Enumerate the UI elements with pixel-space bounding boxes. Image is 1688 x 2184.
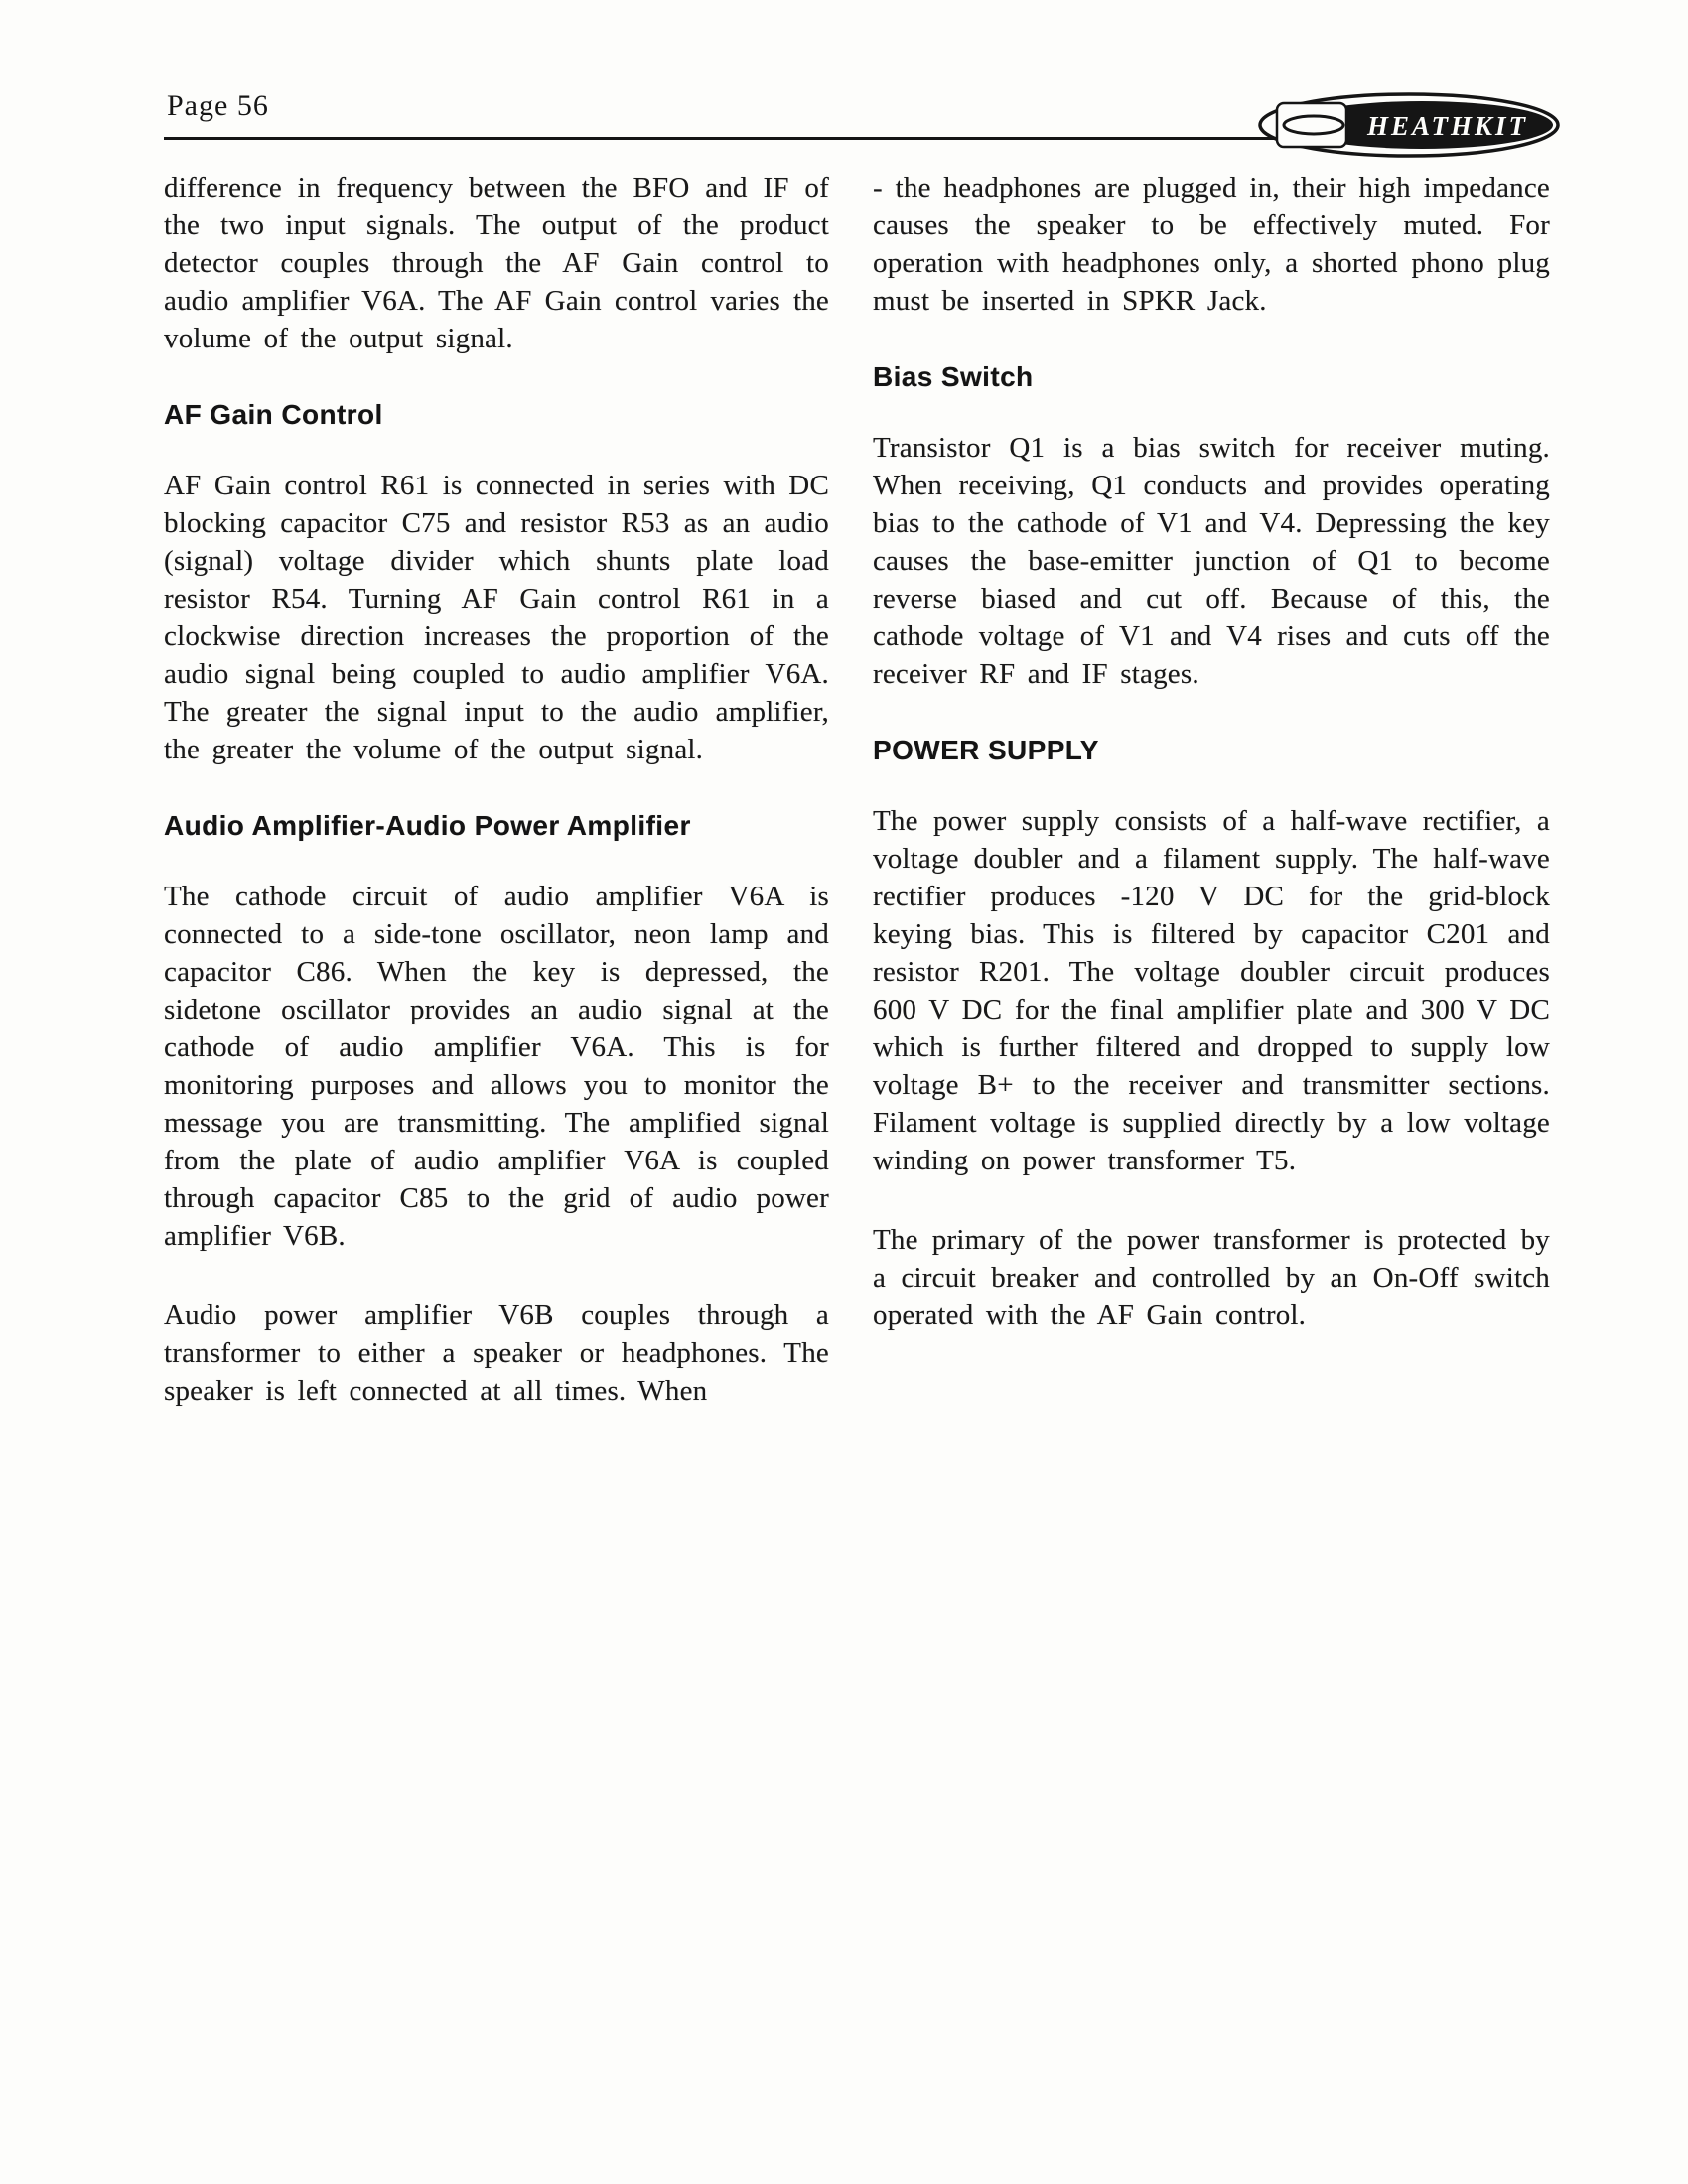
left-column	[164, 169, 829, 1451]
page-number-label: Page 56	[167, 89, 269, 122]
section-heading: AF Gain Control	[164, 399, 383, 430]
body-paragraph: AF Gain control R61 is connected in series with DC blocking capacitor C75 and resistor R53 as an audio (signal) voltage divider which shunts plate load resistor R54. Turning AF Gain control R61 in a clockwise direction increases the proportion of the audio signal being coupled to audio amplifier V6A. The greater the signal input to the audio amplifier, the greater the volume of the output signal.	[164, 470, 829, 765]
two-column-body	[164, 169, 1550, 1451]
body-paragraph: Audio power amplifier V6B couples through a transformer to either a speaker or headphones. The speaker is left connected at all times. When	[164, 1299, 829, 1407]
section-heading: Bias Switch	[873, 361, 1034, 392]
body-paragraph: - the headphones are plugged in, their high impedance causes the speaker to be effectively muted. For operation with headphones only, a shorted phono plug must be inserted in SPKR Jack.	[873, 172, 1550, 317]
section-heading: Audio Amplifier-Audio Power Amplifier	[164, 810, 691, 841]
section-heading: POWER SUPPLY	[873, 735, 1099, 765]
body-paragraph: difference in frequency between the BFO and IF of the two input signals. The output of the product detector couples through the AF Gain control to audio amplifier V6A. The AF Gain control varies the volume of the output signal.	[164, 172, 829, 354]
body-paragraph: The power supply consists of a half-wave rectifier, a voltage doubler and a filament supply. The half-wave rectifier produces -120 V DC for the grid-block keying bias. This is filtered by capacitor C201 and resistor R201. The voltage doubler circuit produces 600 V DC for the final amplifier plate and 300 V DC which is further filtered and dropped to supply low voltage B+ to the receiver and transmitter sections. Filament voltage is supplied directly by a low voltage winding on power transformer T5.	[873, 805, 1550, 1176]
heathkit-logo-icon	[1257, 92, 1561, 158]
header-divider	[164, 137, 1278, 140]
body-paragraph: The cathode circuit of audio amplifier V6A is connected to a side-tone oscillator, neon lamp and capacitor C86. When the key is depressed, the sidetone oscillator provides an audio signal at the cathode of audio amplifier V6A. This is for monitoring purposes and allows you to monitor the message you are transmitting. The amplified signal from the plate of audio amplifier V6A is coupled through capacitor C85 to the grid of audio power amplifier V6B.	[164, 881, 829, 1252]
heathkit-logo-text: HEATHKIT	[1366, 111, 1529, 141]
right-column	[873, 169, 1550, 1451]
body-paragraph: The primary of the power transformer is protected by a circuit breaker and controlled by an On-Off switch operated with the AF Gain control.	[873, 1224, 1550, 1331]
body-paragraph: Transistor Q1 is a bias switch for receiver muting. When receiving, Q1 conducts and provides operating bias to the cathode of V1 and V4. Depressing the key causes the base-emitter junction of Q1 to become reverse biased and cut off. Because of this, the cathode voltage of V1 and V4 rises and cuts off the receiver RF and IF stages.	[873, 432, 1550, 690]
